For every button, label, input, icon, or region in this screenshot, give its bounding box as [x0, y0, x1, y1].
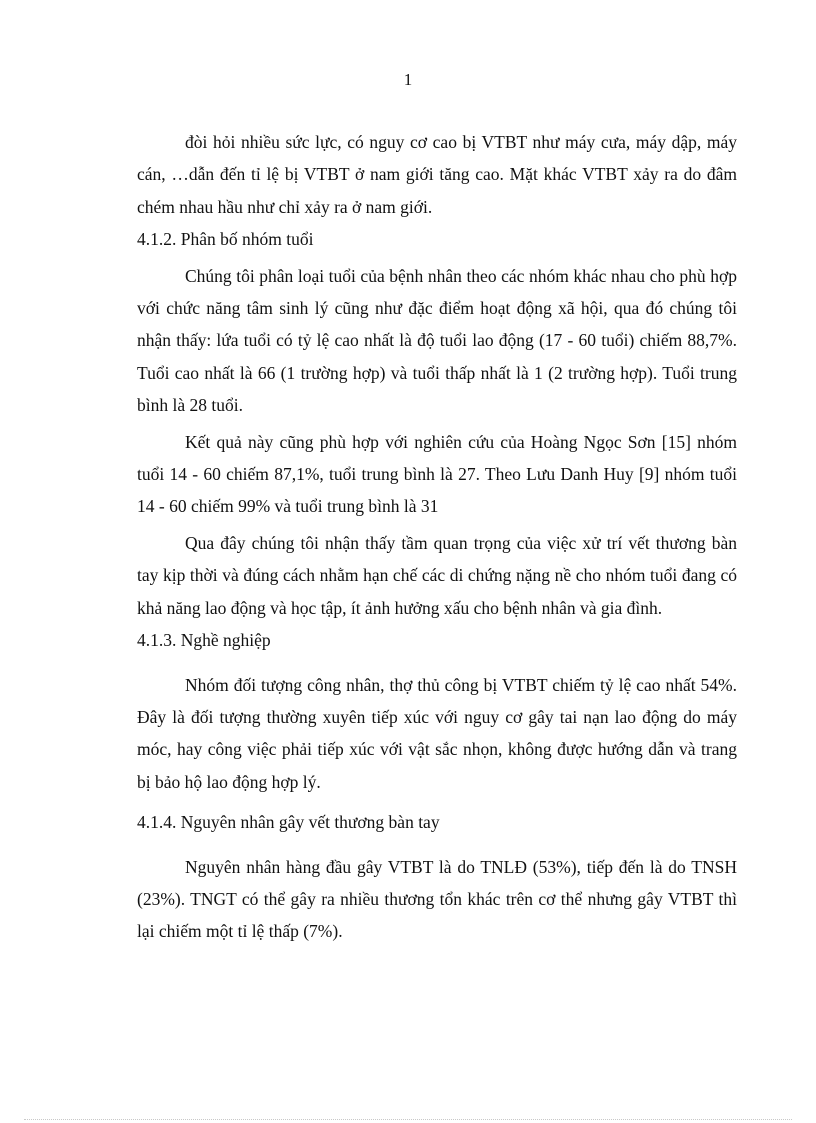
- paragraph-vtbt-male-causes: đòi hỏi nhiều sức lực, có nguy cơ cao bị VTBT như máy cưa, máy dập, máy cán, …dẫn đến tỉ lệ bị VTBT ở nam giới tăng cao. Mặt khác VTBT xảy ra do đâm chém nhau hầu như chỉ xảy ra ở nam giới.: [137, 132, 737, 217]
- paragraph-causes: Nguyên nhân hàng đầu gây VTBT là do TNLĐ (53%), tiếp đến là do TNSH (23%). TNGT có thể gây ra nhiều thương tổn khác trên cơ thể nhưng gây VTBT thì lại chiếm một tỉ lệ thấp (7%).: [137, 856, 737, 942]
- document-body: [137, 126, 737, 948]
- page-bottom-divider: [24, 1119, 792, 1120]
- heading-occupation: 4.1.3. Nghề nghiệp: [137, 630, 271, 651]
- heading-age-distribution: 4.1.2. Phân bố nhóm tuổi: [137, 229, 314, 250]
- paragraph-age-comparison: Kết quả này cũng phù hợp với nghiên cứu của Hoàng Ngọc Sơn [15] nhóm tuổi 14 - 60 chiếm 87,1%, tuổi trung bình là 27. Theo Lưu Danh Huy [9] nhóm tuổi 14 - 60 chiếm 99% và tuổi trung bình là 31: [137, 431, 737, 517]
- paragraph-age-classification: Chúng tôi phân loại tuổi của bệnh nhân theo các nhóm khác nhau cho phù hợp với chức năng tâm sinh lý cũng như đặc điểm hoạt động xã hội, qua đó chúng tôi nhận thấy: lứa tuổi có tỷ lệ cao nhất là độ tuổi lao động (17 - 60 tuổi) chiếm 88,7%. Tuổi cao nhất là 66 (1 trường hợp) và tuổi thấp nhất là 1 (2 trường hợp). Tuổi trung bình là 28 tuổi.: [137, 265, 737, 416]
- paragraph-age-importance: Qua đây chúng tôi nhận thấy tầm quan trọng của việc xử trí vết thương bàn tay kịp thời và đúng cách nhằm hạn chế các di chứng nặng nề cho nhóm tuổi đang có khả năng lao động và học tập, ít ảnh hưởng xấu cho bệnh nhân và gia đình.: [137, 532, 737, 618]
- heading-causes: 4.1.4. Nguyên nhân gây vết thương bàn tay: [137, 812, 440, 833]
- page-number: 1: [403, 70, 413, 89]
- paragraph-occupation: Nhóm đối tượng công nhân, thợ thủ công bị VTBT chiếm tỷ lệ cao nhất 54%. Đây là đối tượng thường xuyên tiếp xúc với nguy cơ gây tai nạn lao động do máy móc, hay công việc phải tiếp xúc với vật sắc nhọn, không được hướng dẫn và trang bị bảo hộ lao động hợp lý.: [137, 674, 737, 792]
